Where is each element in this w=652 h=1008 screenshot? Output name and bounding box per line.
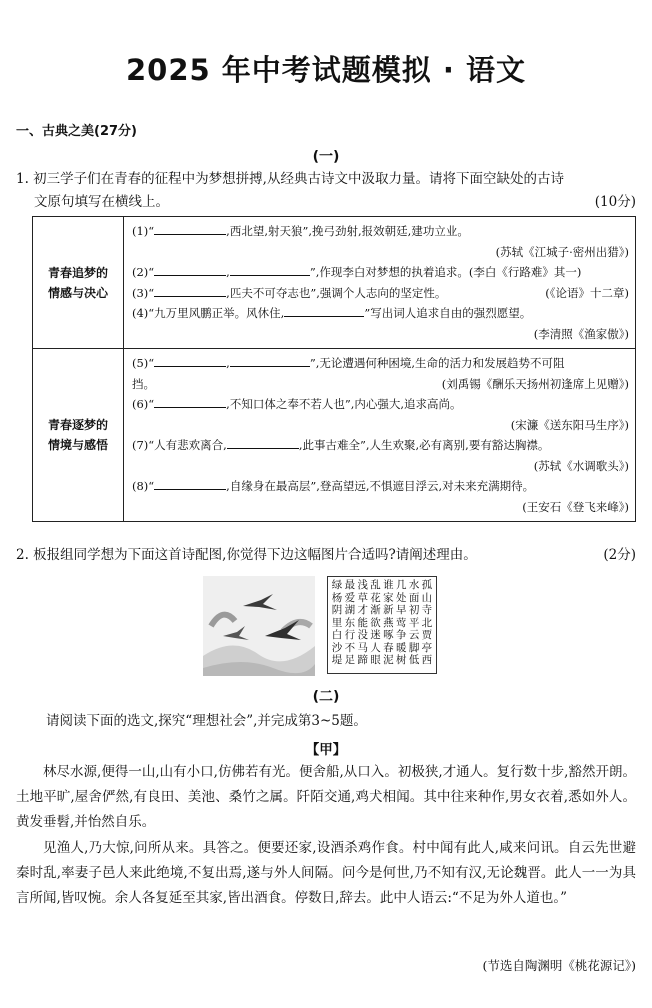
row-content-1 — [124, 217, 636, 349]
item-2: (2)“ , ”,作现李白对梦想的执着追求。(李白《行路难》其一) — [132, 265, 582, 279]
poetry-fill-table — [32, 216, 636, 522]
blank-8[interactable] — [154, 477, 226, 490]
item-5: (5)“ , ”,无论遭遇何种困境,生命的活力和发展趋势不可阻 — [132, 356, 565, 370]
source-8: (王安石《登飞来峰》) — [522, 499, 629, 514]
item-1: (1)“ ,西北望,射天狼”,挽弓劲射,报效朝廷,建功立业。 — [132, 224, 469, 238]
question-1-stem-cont: 文原句填写在横线上。 (10分) — [16, 191, 636, 214]
item-5-cont: 挡。 (刘禹锡《酬乐天扬州初逢席上见赠》) — [132, 376, 629, 391]
source-4: (李清照《渔家傲》) — [533, 326, 629, 341]
row-content-2 — [124, 349, 636, 522]
blank-2a[interactable] — [154, 263, 226, 276]
question-2: 2. 板报组同学想为下面这首诗配图,你觉得下边这幅图片合适吗?请阐述理由。 (2分) — [16, 544, 636, 567]
item-4: (4)“九万里风鹏正举。风休住, ”写出词人追求自由的强烈愿望。 — [132, 306, 532, 320]
poem-vertical-text — [327, 576, 437, 674]
source-6: (宋濂《送东阳马生序》) — [510, 417, 629, 432]
item-8: (8)“ ,自缘身在最高层”,登高望远,不惧遮目浮云,对未来充满期待。 — [132, 479, 535, 493]
poem-column: 绿杨阴里白沙堤 — [331, 579, 343, 666]
passage-paragraph-2: 见渔人,乃大惊,问所从来。具答之。便要还家,设酒杀鸡作食。村中闻有此人,咸来问讯。自云先世避秦时乱,率妻子邑人来此绝境,不复出焉,遂与外人间隔。问今是何世,乃不知有汉,无论魏晋。此人一一为具言所闻,皆叹惋。余人各复延至其家,皆出酒食。停数日,辞去。此中人语云:“不足为外人道也。” — [16, 840, 636, 906]
blank-3[interactable] — [154, 284, 226, 297]
source-1: (苏轼《江城子·密州出猎》) — [495, 244, 629, 259]
poem-column: 最爱湖东行不足 — [344, 579, 356, 666]
blank-1[interactable] — [154, 222, 226, 235]
blank-2b[interactable] — [230, 263, 310, 276]
source-7: (苏轼《水调歌头》) — [533, 458, 629, 473]
row-label-dream-chasing: 青春逐梦的 情境与感悟 — [33, 349, 124, 522]
blank-5b[interactable] — [230, 354, 310, 367]
item-7: (7)“人有悲欢离合, ,此事古难全”,人生欢聚,必有离别,要有豁达胸襟。 — [132, 438, 550, 452]
section-heading: 一、古典之美(27分) — [16, 124, 137, 139]
swallows-illustration — [203, 576, 315, 676]
figure-row — [0, 576, 652, 676]
question-2-score: (2分) — [603, 547, 636, 563]
row-label-dream-pursuit: 青春追梦的 情感与决心 — [33, 217, 124, 349]
item-6: (6)“ ,不知口体之奉不若人也”,内心强大,追求高尚。 — [132, 397, 462, 411]
part-heading-two: (二) — [312, 689, 340, 705]
swallows-drawing — [203, 576, 315, 676]
question-1-score: (10分) — [594, 194, 636, 210]
passage-paragraph-1: 林尽水源,便得一山,山有小口,仿佛若有光。便舍船,从口入。初极狭,才通人。复行数十步,豁然开朗。土地平旷,屋舍俨然,有良田、美池、桑竹之属。阡陌交通,鸡犬相闻。其中往来种作,男女衣着,悉如外人。黄发垂髫,并怡然自乐。 — [16, 764, 636, 830]
passage-label-jia: 【甲】 — [305, 742, 347, 758]
part-heading-one: (一) — [312, 149, 340, 165]
blank-6[interactable] — [154, 395, 226, 408]
poem-column: 几处早莺争暖树 — [395, 579, 407, 666]
poem-column: 水面初平云脚低 — [408, 579, 420, 666]
blank-5a[interactable] — [154, 354, 226, 367]
question-1 — [16, 168, 636, 214]
page-title: 2025 年中考试题模拟 · 语文 — [125, 53, 527, 87]
poem-column: 浅草才能没马蹄 — [357, 579, 368, 666]
poem-column: 乱花渐欲迷人眼 — [370, 579, 381, 666]
poem-column: 孤山寺北贾亭西 — [421, 579, 433, 666]
question-1-stem: 1. 初三学子们在青春的征程中为梦想拼搏,从经典古诗文中汲取力量。请将下面空缺处的古诗 — [16, 171, 564, 187]
passage-citation: (节选自陶渊明《桃花源记》) — [482, 958, 636, 973]
reading-intro: 请阅读下面的选文,探究“理想社会”,并完成第3~5题。 — [46, 713, 367, 729]
blank-4[interactable] — [284, 304, 364, 317]
item-3: (3)“ ,匹夫不可夺志也”,强调个人志向的坚定性。 (《论语》十二章) — [132, 285, 629, 300]
poem-column: 谁家新燕啄春泥 — [383, 579, 394, 666]
blank-7[interactable] — [227, 436, 299, 449]
